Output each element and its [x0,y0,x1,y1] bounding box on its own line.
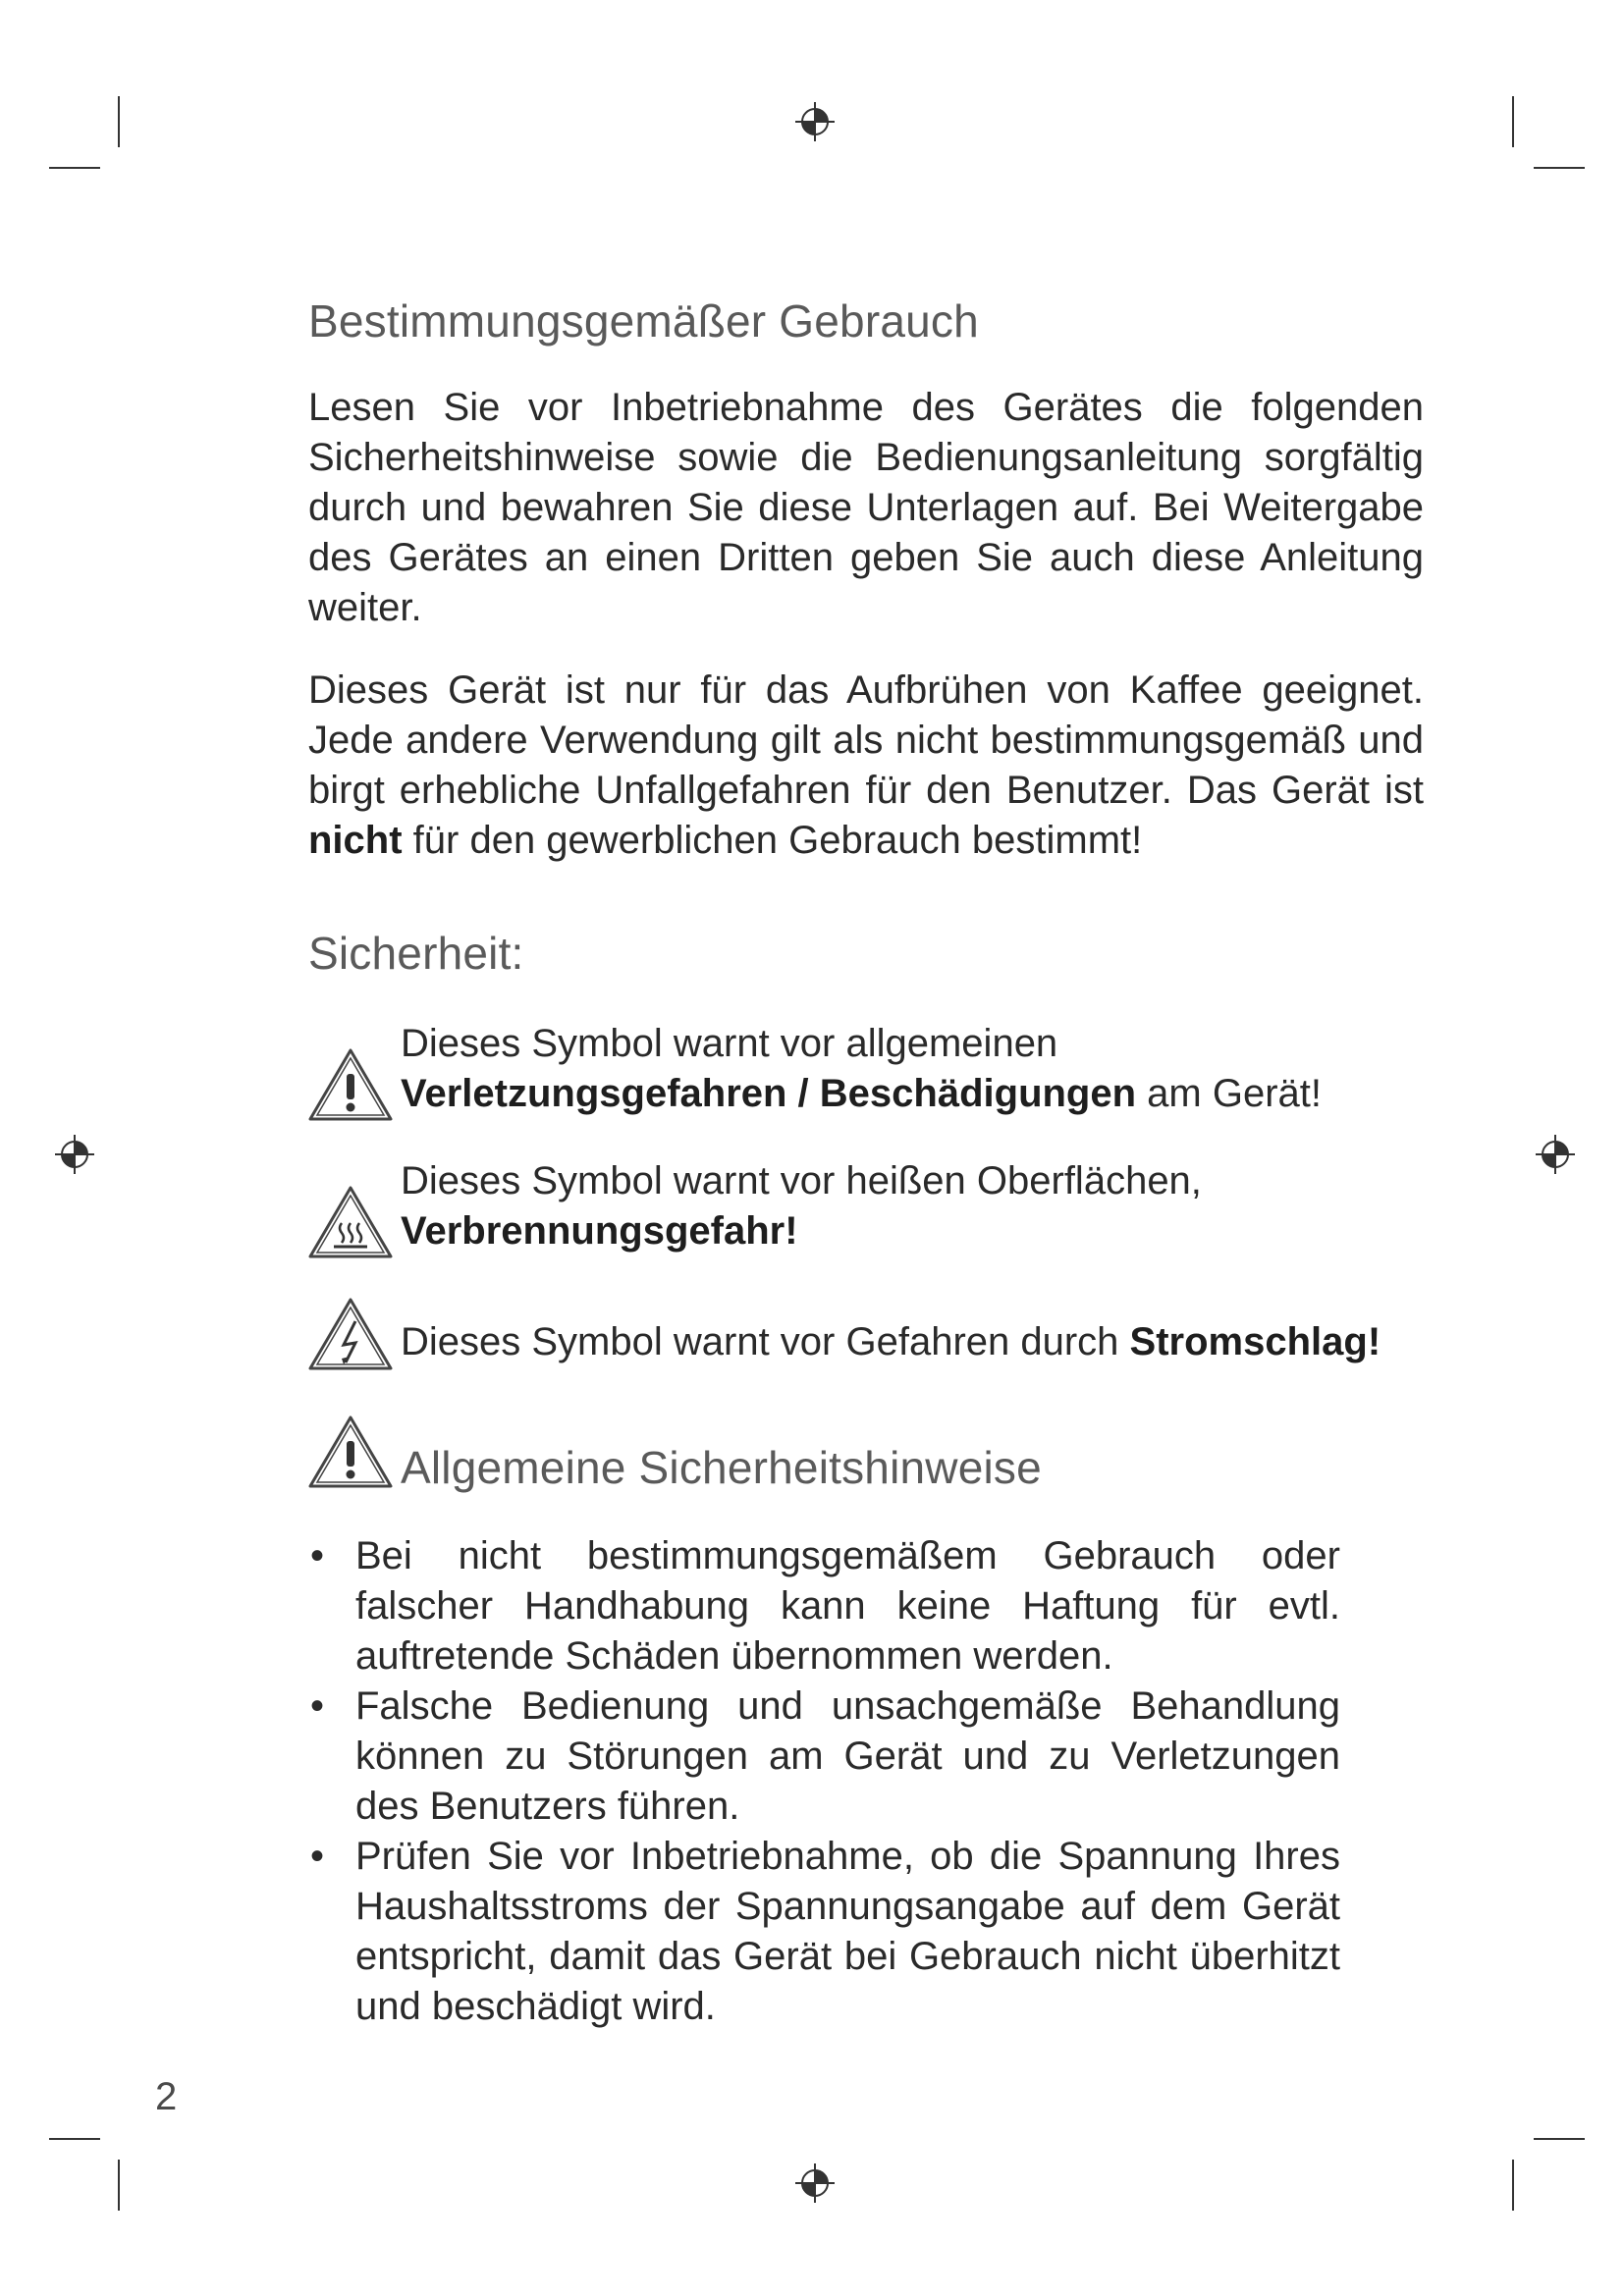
warning-electric-text: Dieses Symbol warnt vor Gefahren durch [401,1320,1130,1363]
warning-electric-bold: Stromschlag! [1129,1320,1381,1363]
warning-general: Dieses Symbol warnt vor allgemeinen Verletzungsgefahren / Beschädigungen am Gerät! [308,1019,1424,1123]
registration-mark-icon [793,100,837,143]
crop-mark-bottom-right-v [1512,2160,1514,2211]
section-title-usage: Bestimmungsgemäßer Gebrauch [308,295,979,347]
warning-exclamation-icon [306,1412,395,1490]
crop-mark-top-right-h [1534,167,1585,169]
crop-mark-bottom-left-v [118,2160,120,2211]
list-item: • Bei nicht bestimmungsgemäßem Gebrauch oder falscher Handhabung kann keine Haftung für evtl. auftretende Schäden übernommen werden. [310,1534,1340,1678]
usage-paragraph-1: Lesen Sie vor Inbetriebnahme des Gerätes die folgenden Sicherheitshinweise sowie die Bedienungsanleitung sorgfältig durch und bewahren Sie diese Unterlagen auf. Bei Weitergabe des Gerätes an einen Dritten geben Sie auch diese Anleitung weiter. [308,386,1424,629]
usage-paragraph-2: Dieses Gerät ist nur für das Aufbrühen von Kaffee geeignet. Jede andere Verwendung gilt als nicht bestimmungsgemäß und birgt erhebliche Unfallgefahren für den Benutzer. Das Gerät ist nicht für den gewerblichen Gebrauch bestimmt! [308,668,1424,862]
warning-hot-line1: Dieses Symbol warnt vor heißen Oberflächen, [401,1159,1202,1202]
crop-mark-bottom-right-h [1534,2138,1585,2140]
emphasis-nicht: nicht [308,819,403,862]
crop-mark-top-left-h [49,167,100,169]
general-safety-header [308,1412,1424,1494]
registration-mark-icon [1534,1133,1577,1176]
warning-exclamation-icon [306,1044,395,1123]
warning-general-bold: Verletzungsgefahren / Beschädigungen [401,1072,1137,1115]
page-content [308,294,1424,2032]
electric-shock-warning-icon [306,1294,395,1372]
registration-mark-icon [53,1133,96,1176]
registration-mark-icon [793,2162,837,2205]
section-title-safety: Sicherheit: [308,928,524,979]
warning-electric [308,1294,1424,1372]
warning-general-line1: Dieses Symbol warnt vor allgemeinen [401,1022,1058,1065]
hot-surface-warning-icon [306,1182,395,1260]
section-title-general: Allgemeine Sicherheitshinweise [401,1442,1042,1493]
general-safety-list [308,1531,1424,2032]
list-item: • Falsche Bedienung und unsachgemäße Behandlung können zu Störungen am Gerät und zu Verletzungen des Benutzers führen. [310,1684,1340,1828]
warning-hot-bold: Verbrennungsgefahr! [401,1209,798,1253]
crop-mark-bottom-left-h [49,2138,100,2140]
warning-hot-surface [308,1156,1424,1260]
page-number: 2 [155,2075,178,2118]
crop-mark-top-left-v [118,96,120,147]
crop-mark-top-right-v [1512,96,1514,147]
list-item: • Prüfen Sie vor Inbetriebnahme, ob die Spannung Ihres Haushaltsstroms der Spannungsangabe auf dem Gerät entspricht, damit das Gerät bei Gebrauch nicht überhitzt und beschädigt wird. [310,1835,1340,2028]
